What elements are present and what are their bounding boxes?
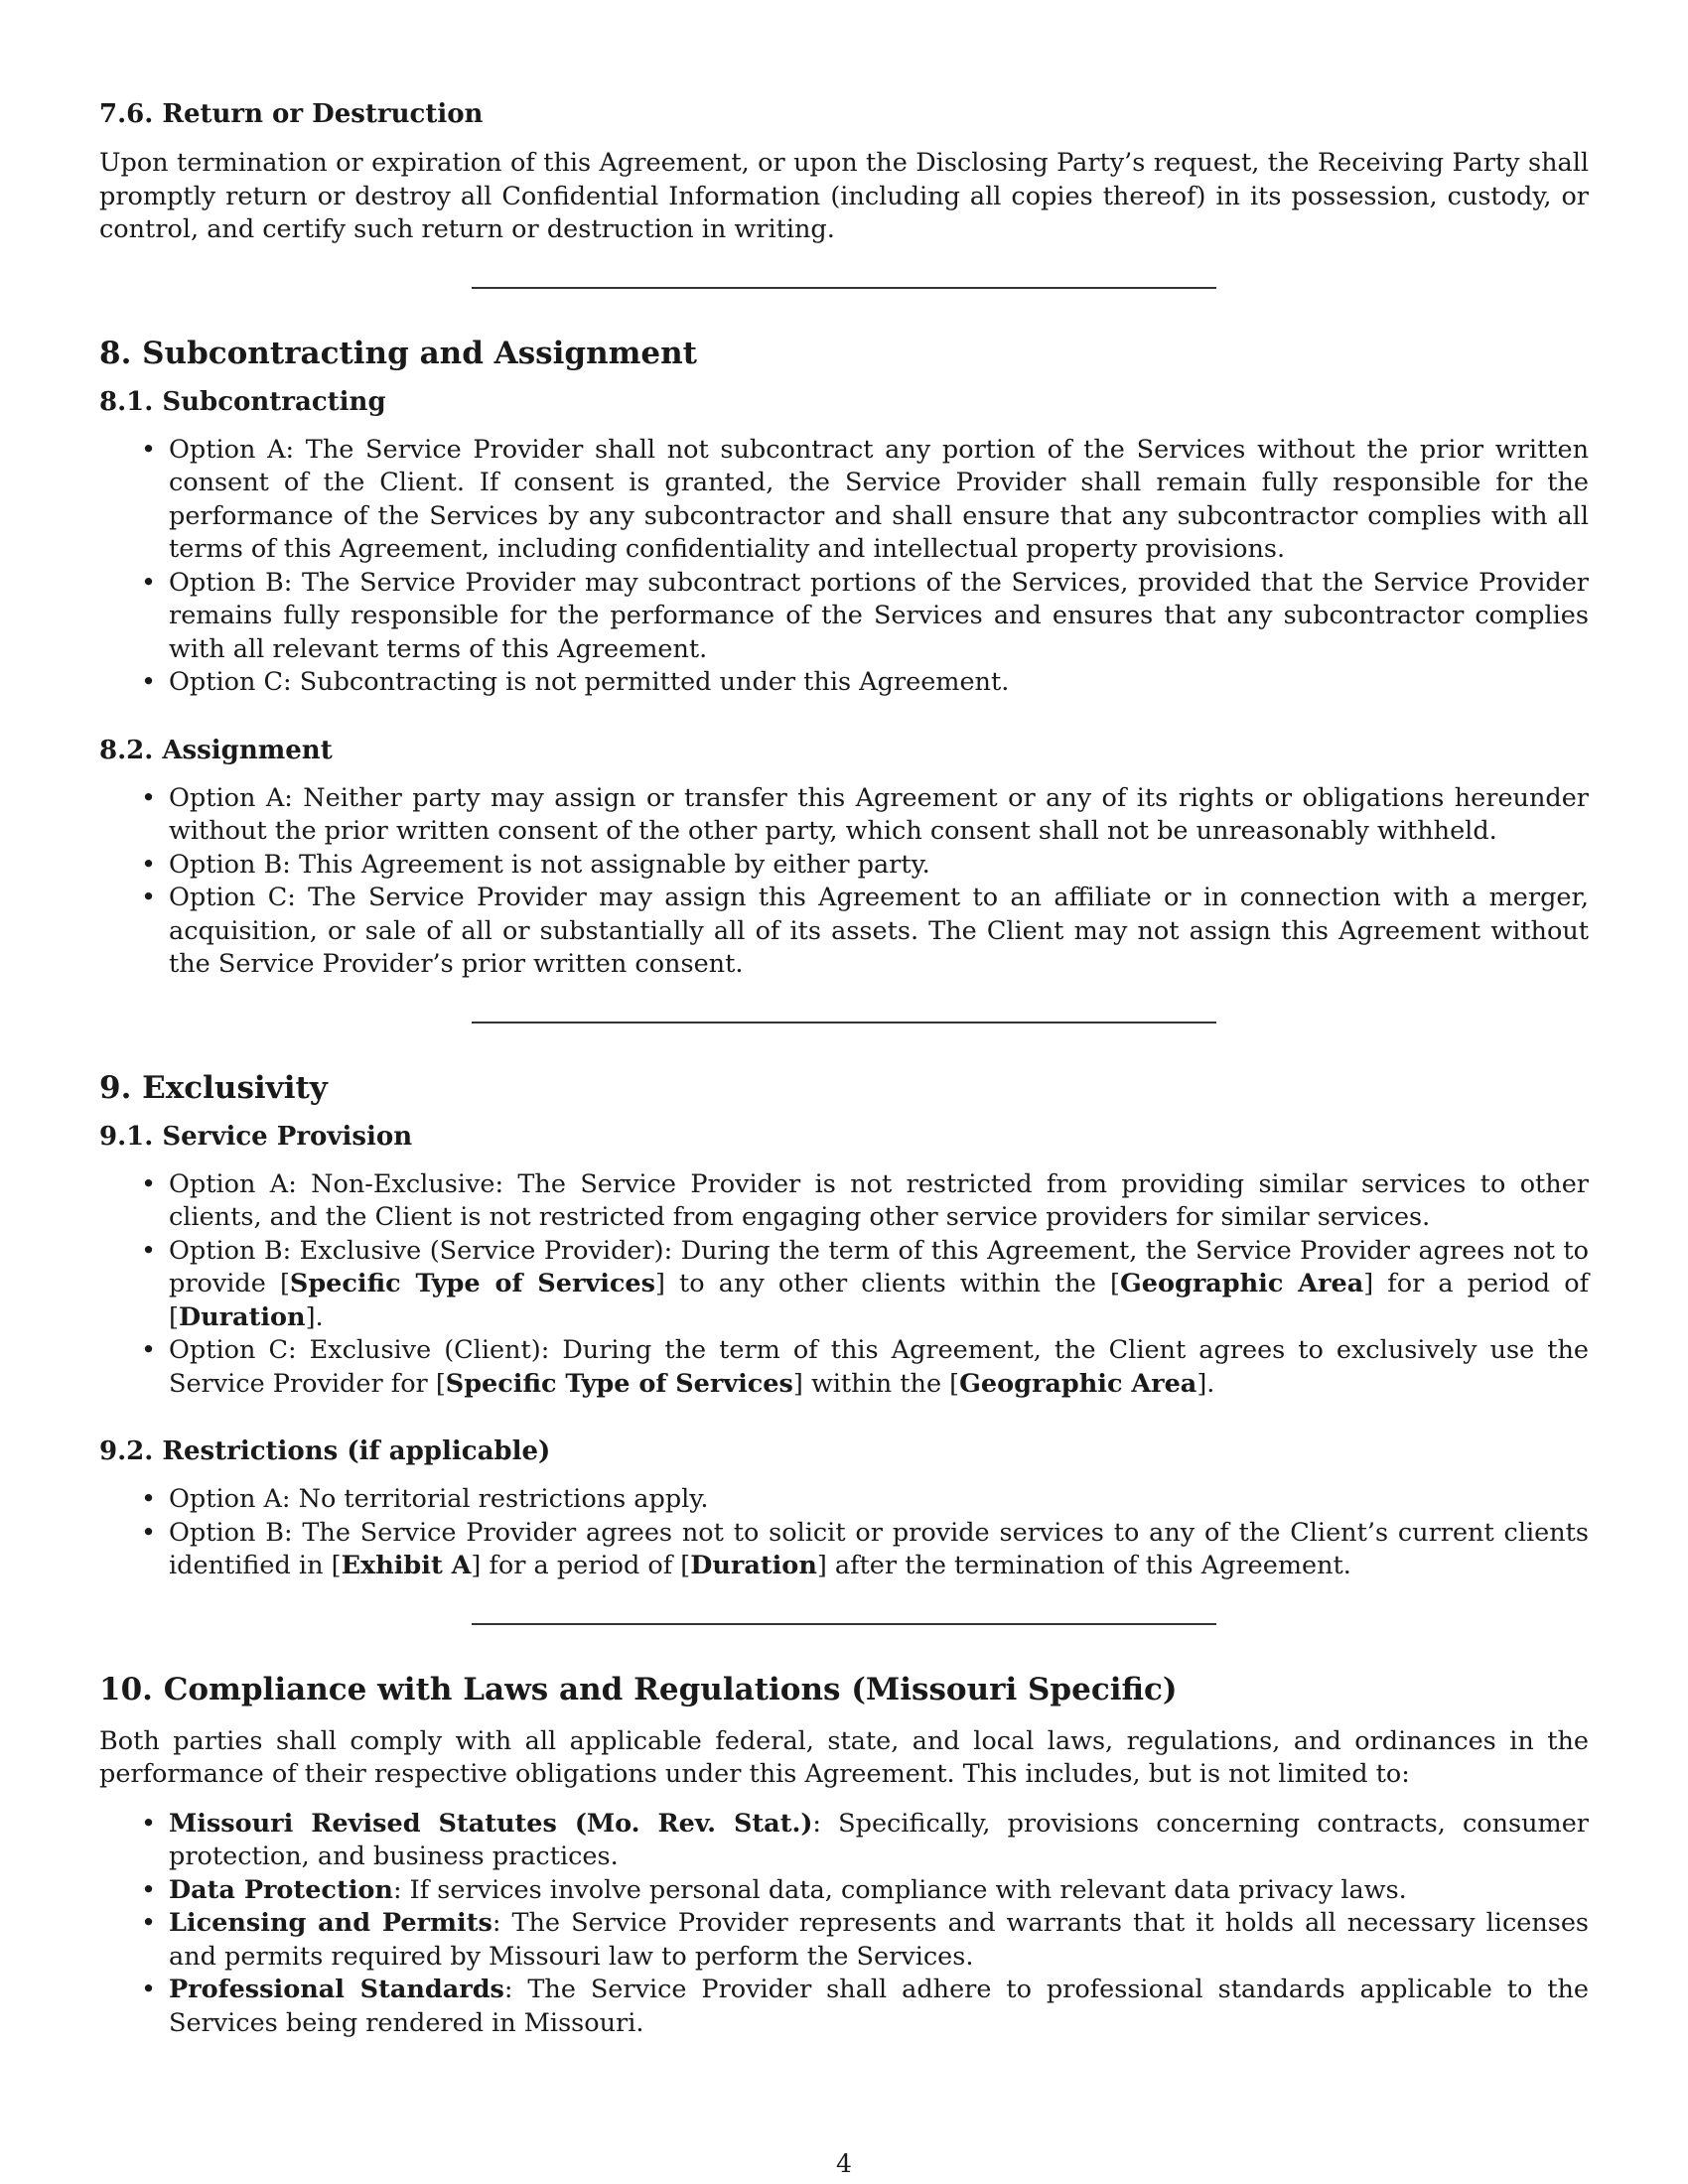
bullet-icon: • [141, 1975, 157, 2004]
section-8-heading: 8. Subcontracting and Assignment [99, 335, 697, 371]
bullet-icon: • [141, 782, 157, 813]
list-item: • Option B: The Service Provider agrees not to solicit or provide services to any of the Client’s current clients identified in [Exhibit A] for a period of [Duration] after the termination of this Agreement. [141, 1517, 1589, 1580]
list-item: • Option B: Exclusive (Service Provider): During the term of this Agreement, the Service Provider agrees not to provide [Specific Type of Services] to any other clients within the [Geographic Area] for a period of [Duration]. [141, 1235, 1590, 1332]
section-divider [472, 287, 1216, 289]
section-9-1-heading: 9.1. Service Provision [99, 1121, 413, 1152]
list-item: • Licensing and Permits: The Service Provider represents and warrants that it holds all necessary licenses and permits required by Missouri law to perform the Services. [141, 1908, 1590, 1972]
list-item: • Option A: Non-Exclusive: The Service Provider is not restricted from providing similar services to other clients, and the Client is not restricted from engaging other service providers for similar services. [141, 1168, 1589, 1232]
bullet-icon: • [141, 1908, 157, 1938]
section-divider [472, 1623, 1216, 1625]
bullet-icon: • [141, 1235, 157, 1266]
section-divider [472, 1022, 1216, 1024]
list-item: • Option C: The Service Provider may assign this Agreement to an affiliate or in connection with a merger, acquisition, or sale of all or substantially all of its assets. The Client may not assign this Agreement without the Service Provider’s prior written consent. [141, 883, 1589, 979]
bullet-icon: • [141, 1517, 157, 1548]
section-8-1-list [99, 434, 1589, 700]
section-9-2-list [99, 1483, 1589, 1583]
list-item: • Option A: No territorial restrictions apply. [99, 1483, 1589, 1517]
section-8-2-list [99, 782, 1589, 982]
bullet-icon: • [141, 667, 157, 697]
bullet-icon: • [141, 1335, 157, 1365]
section-7-6-heading: 7.6. Return or Destruction [99, 99, 484, 129]
page-number: 4 [836, 2149, 852, 2178]
section-8-1-heading: 8.1. Subcontracting [99, 386, 386, 417]
list-item: • Professional Standards: The Service Provider shall adhere to professional standards applicable to the Services being rendered in Missouri. [141, 1975, 1589, 2038]
bullet-icon: • [141, 883, 157, 912]
list-item: • Option B: This Agreement is not assignable by either party. [99, 849, 1589, 883]
section-8-2-heading: 8.2. Assignment [99, 735, 333, 765]
section-9-heading: 9. Exclusivity [99, 1069, 328, 1106]
section-10-list [99, 1808, 1589, 2041]
bullet-icon: • [141, 1874, 157, 1905]
list-item: • Option C: Exclusive (Client): During the term of this Agreement, the Client agrees to exclusively use the Service Provider for [Specific Type of Services] within the [Geographic Area]. [141, 1335, 1589, 1399]
list-item: • Option A: Neither party may assign or transfer this Agreement or any of its rights or obligations hereunder without the prior written consent of the other party, which consent shall not be unreasonably withheld. [141, 782, 1589, 846]
list-item: • Option C: Subcontracting is not permitted under this Agreement. [99, 666, 1589, 700]
list-item: • Missouri Revised Statutes (Mo. Rev. Stat.): Specifically, provisions concerning contracts, consumer protection, and business practices. [141, 1808, 1589, 1871]
section-10-heading: 10. Compliance with Laws and Regulations (Missouri Specific) [99, 1671, 1178, 1707]
bullet-icon: • [141, 567, 157, 598]
bullet-icon: • [141, 1808, 157, 1839]
bullet-icon: • [141, 1484, 157, 1514]
list-item: • Option B: The Service Provider may subcontract portions of the Services, provided that the Service Provider remains fully responsible for the performance of the Services and ensures that any subcontractor complies with all relevant terms of this Agreement. [141, 567, 1589, 664]
section-9-2-heading: 9.2. Restrictions (if applicable) [99, 1436, 551, 1466]
section-10-intro: Both parties shall comply with all applicable federal, state, and local laws, regulations, and ordinances in the performance of their respective obligations under this Agreement. This includes, but is not limited to: [99, 1725, 1589, 1789]
page-content [99, 97, 1589, 2040]
section-7-6-body: Upon termination or expiration of this Agreement, or upon the Disclosing Party’s request, the Receiving Party shall promptly return or destroy all Confidential Information (including all copies thereof) in its possession, custody, or control, and certify such return or destruction in writing. [99, 148, 1589, 244]
list-item: • Option A: The Service Provider shall not subcontract any portion of the Services without the prior written consent of the Client. If consent is granted, the Service Provider shall remain fully responsible for the performance of the Services by any subcontractor and shall ensure that any subcontractor complies with all terms of this Agreement, including confidentiality and intellectual property provisions. [141, 434, 1589, 564]
bullet-icon: • [141, 849, 157, 880]
bullet-icon: • [141, 1168, 157, 1199]
section-9-1-list [99, 1168, 1589, 1402]
list-item: • Data Protection: If services involve personal data, compliance with relevant data privacy laws. [99, 1874, 1589, 1908]
bullet-icon: • [141, 434, 157, 465]
